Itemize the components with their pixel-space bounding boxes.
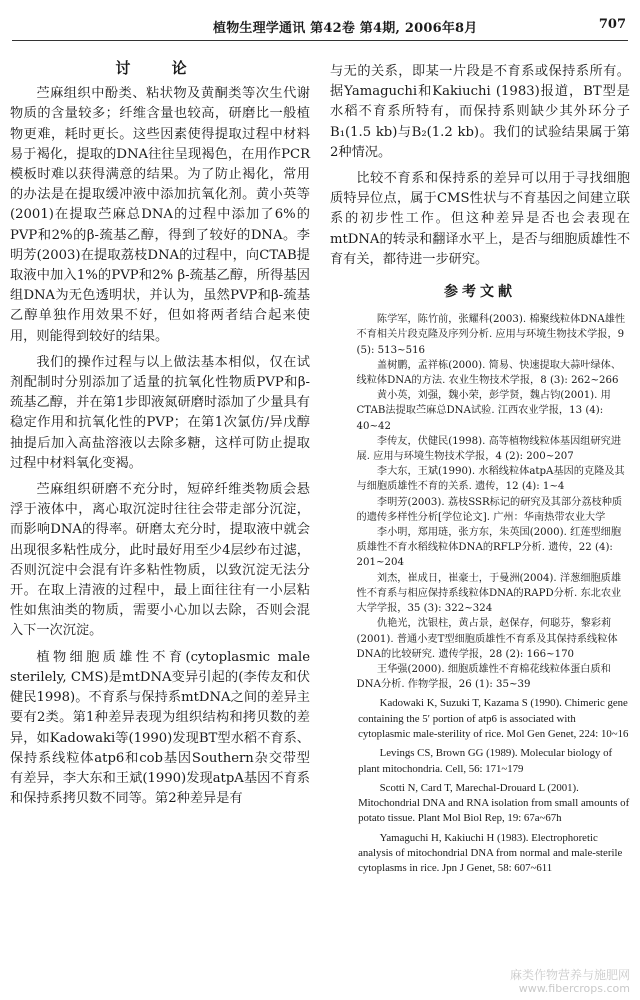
- page-header: [0, 0, 640, 36]
- reference-list: [330, 312, 630, 876]
- paragraph: 植物细胞质雄性不育(cytoplasmic male sterilely, CMS)是mtDNA变异引起的(李传友和伏健民1998)。不育系与保持系mtDNA之间的差异主要有2类。第1种差异表现为组织结构和拷贝数的差异，如Kadowaki等(1990)发现BT型水稻不育系、保持系线粒体atp6和cob基因Southern杂交带型有差异，李大东和王斌(1990)发现atpA基因不育系和保持系拷贝数不同等。第2种差异是有: [10, 649, 310, 807]
- reference-item: 陈学军，陈竹前，张耀科(2003). 棉聚线粒体DNA雄性不育相关片段克隆及序列分析. 应用与环境生物技术学报，9 (5): 513~516: [356, 314, 626, 356]
- left-column: [10, 58, 310, 809]
- reference-item: 李传友，伏健民(1998). 高等植物线粒体基因组研究进展. 应用与环境生物技术学报，4 (2): 200~207: [356, 435, 622, 463]
- reference-item: 李大东，王斌(1990). 水稻线粒体atpA基因的克隆及其与细胞质雄性不育的关系. 遗传，12 (4): 1~4: [356, 466, 625, 493]
- reference-item: 仇艳光，沈银柱，黄占景，赵保存，何聪芬，黎彩莉(2001). 普通小麦T型细胞质雄性不育系及其保持系线粒体DNA的比较研究. 遗传学报，28 (2): 166~170: [356, 618, 618, 660]
- paragraph: 苎麻组织中酚类、粘状物及黄酮类等次生代谢物质的含量较多；纤维含量也较高，研磨比一般植物更难，耗时更长。这些因素使得提取过程中材料易于褐化，提取的DNA往往呈现褐色，在用作PCR模板时难以获得满意的结果。为了防止褐化，常用的办法是在提取缓冲液中添加抗氧化剂。黄小英等(2001)在提取苎麻总DNA的过程中添加了6%的PVP和2%的β-巯基乙醇，得到了较好的DNA。李明芳(2003)在提取荔枝DNA的过程中，向CTAB提取液中加入1%的PVP和2% β-巯基乙醇，所得基因组DNA为无色透明状，并认为，虽然PVP和β-巯基乙醇单独作用效果不好，但如将两者结合起来使用，则能得到较好的结果。: [10, 86, 310, 344]
- reference-item: Kadowaki K, Suzuki T, Kazama S (1990). Chimeric gene containing the 5′ portion of atp6 is associated with cytoplasmic male-sterility of rice. Mol Gen Genet, 224: 10~16: [358, 697, 629, 740]
- reference-item: 王华强(2000). 细胞质雄性不育棉花线粒体蛋白质和DNA分析. 作物学报，26 (1): 35~39: [356, 663, 611, 691]
- references-title: 参考文献: [444, 284, 516, 301]
- section-title-discussion: 讨 论: [115, 59, 205, 77]
- reference-item: 李小明，郑用琏，张方东，朱英国(2000). 红莲型细胞质雄性不育水稻线粒体DNA的RFLP分析. 遗传，22 (4): 201~204: [356, 527, 622, 569]
- paragraph: 比较不育系和保持系的差异可以用于寻找细胞质特异位点，属于CMS性状与不育基因之间建立联系的初步性工作。但这种差异是否也会表现在mtDNA的转录和翻译水平上，是否与细胞质雄性不育有关，都待进一步研究。: [330, 171, 631, 267]
- reference-item: 李明芳(2003). 荔枝SSR标记的研究及其部分荔枝种质的遗传多样性分析[学位论文]. 广州：华南热带农业大学: [356, 496, 623, 523]
- right-column: [330, 62, 630, 877]
- reference-item: Levings CS, Brown GG (1989). Molecular biology of plant mitochondria. Cell, 56: 171~179: [358, 747, 613, 775]
- journal-title: 植物生理学通讯 第42卷 第4期, 2006年8月: [213, 21, 478, 36]
- paragraph: 苎麻组织研磨不充分时，短碎纤维类物质会悬浮于液体中，离心取沉淀时往往会带走部分沉淀，而影响DNA的得率。研磨太充分时，提取液中就会出现很多粘性成分，此时最好用至少4层纱布过滤，否则沉淀中会混有许多粘性物质，以致沉淀无法分开。在取上清液的过程中，最上面往往有一小层粘性如焦油类的物质，需要小心加以去除，否则会混入下一次沉淀。: [10, 482, 310, 639]
- paragraph: 我们的操作过程与以上做法基本相似，仅在试剂配制时分别添加了适量的抗氧化性物质PVP和β-巯基乙醇，并在第1步即液氮研磨时添加了少量具有稳定作用和抗氧化性的PVP；在第1次氯仿/异戊醇抽提后加入高盐溶液以去除多糖，这样可防止提取过程中材料氧化变褐。: [10, 354, 310, 471]
- reference-item: 刘杰，崔成日，崔豪士，于曼洲(2004). 洋葱细胞质雄性不育系与相应保持系线粒体DNA的RAPD分析. 东北农业大学学报，35 (3): 322~324: [356, 572, 622, 615]
- reference-item: Scotti N, Card T, Marechal-Drouard L (2001). Mitochondrial DNA and RNA isolation from small amounts of potato tissue. Plant Mol Biol Rep, 19: 67a~67h: [358, 781, 630, 825]
- reference-item: 盖树鹏，孟祥栋(2000). 简易、快速提取大蒜叶绿体、线粒体DNA的方法. 农业生物技术学报，8 (3): 262~266: [356, 359, 622, 387]
- reference-item: Yamaguchi H, Kakiuchi H (1983). Electrophoretic analysis of mitochondrial DNA from normal and male-sterile cytoplasms in rice. Jpn J Genet, 58: 607~611: [358, 831, 623, 875]
- watermark-site-name: 麻类作物营养与施肥网: [509, 968, 630, 982]
- paragraph: 与无的关系，即某一片段是不育系或保持系所有。据Yamaguchi和Kakiuchi (1983)报道，BT型是水稻不育系所特有，而保持系则缺少其外环分子B₁(1.5 kb)与B₂(1.2 kb)。我们的试验结果属于第2种情况。: [330, 64, 630, 160]
- watermark-url: www.fibercrops.com: [518, 982, 630, 995]
- header-rule: [12, 40, 628, 41]
- reference-item: 黄小英，刘强，魏小荣，彭学贤，魏占钧(2001). 用CTAB法提取苎麻总DNA试验. 江西农业学报，13 (4): 40~42: [356, 390, 611, 432]
- page-number: 707: [598, 17, 626, 32]
- site-watermark: [510, 968, 630, 996]
